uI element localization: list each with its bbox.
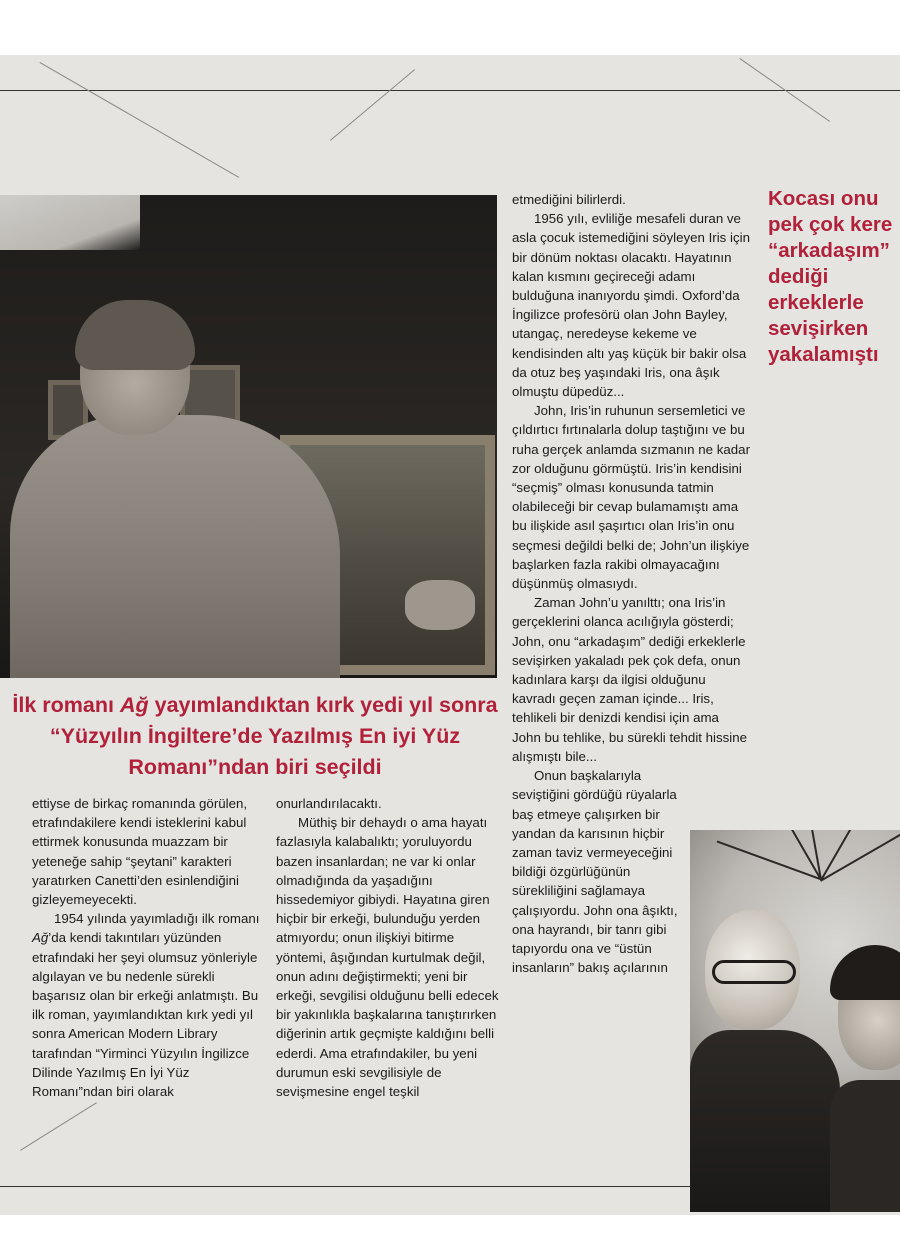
man-figure (690, 1030, 840, 1212)
headline-part: İlk romanı (12, 693, 120, 717)
woman-hand (405, 580, 475, 630)
author-photo (0, 195, 497, 678)
pull-quote: Kocası onu pek çok kere “arkadaşım” dediği erkeklerle sevişirken yakalamıştı (768, 187, 893, 366)
headline-part: yayımlandıktan kırk yedi yıl sonra “Yüzyılın İngiltere’de Yazılmış En iyi Yüz Romanı”ndan biri seçildi (49, 693, 498, 779)
top-rule (0, 90, 900, 91)
book-title: Ağ (119, 693, 149, 717)
column-middle (276, 794, 501, 1101)
book-title: Ağ (32, 930, 49, 946)
woman-figure (830, 1080, 900, 1212)
column-right (512, 190, 750, 977)
woman-hair (830, 945, 900, 1000)
woman-figure (10, 415, 340, 678)
paragraph: Müthiş bir dehaydı o ama hayatı fazlasıyla kalabalıktı; yoruluyordu bazen insanlardan; ne var ki onlar olmadığında da yaşadığını hissedemiyor gibiydi. Hayatına giren hiçbir bir erkeği, bulunduğu yerden atmıyordu; onun ilişkiyi bitirme yöntemi, âşığından kurtulmak değil, onun adını değiştirmekti; yeni bir erkeği, sevgilisi olduğunu belli edecek bir yakınlıkla başkalarına tanıştırırken diğerinin artık geçmişte kaldığını belli ederdi. Ama etrafındakiler, bu yeni durumun eski sevgilisiyle de sevişmesine engel teşkil (276, 815, 499, 1100)
paragraph: 1954 yılında yayımladığı ilk romanı Ağ’da kendi takıntıları yüzünden etrafındaki her şeyi olumsuz yönleriyle algılayan ve bu nedenle sürekli başarısız olan bir erkeği anlatmıştı. Bu ilk roman, yayımlandıktan kırk yedi yıl sonra American Modern Library tarafından “Yirminci Yüzyılın İngilizce Dilinde Yazılmış En İyi Yüz Romanı”ndan biri olarak (32, 911, 260, 1100)
paragraph: John, Iris’in ruhunun sersemletici ve çıldırtıcı fırtınalarla dolup taştığını ve bu ruha gerçek anlamda sızmanın ne kadar zor olduğunu görmüştü. Iris’in kendisini “seçmiş” olması konusunda tatmin olabileceği bir cevap bulamamıştı ama bu ilişkide asıl şaşırtıcı olan Iris’in onu seçmesi değildi belki de; John’un ilişkiye başlarken fazla rakibi olmayacağını düşünmüş olmasıydı. (512, 403, 750, 592)
paragraph: 1956 yılı, evliliğe mesafeli duran ve asla çocuk istemediğini söyleyen Iris için bir dönüm noktası olacaktı. Hayatının kalan kısmını geçireceği adamı bulduğuna inanıyordu şimdi. Oxford’da İngilizce profesörü olan John Bayley, utangaç, neredeyse kekeme ve kendisinden altı yaş küçük bir bakir olsa da otuz beş yaşındaki Iris, ona âşık olmuştu düpedüz... (512, 211, 750, 400)
paragraph: etmediğini bilirlerdi. (512, 192, 626, 207)
paragraph: ettiyse de birkaç romanında görülen, etrafındakilere kendi isteklerini kabul ettirmek konusunda muazzam bir yeteneğe sahip “şeytani” karakteri yaratırken Canetti’den esinlendiğini gizleyemeyecekti. (32, 796, 248, 908)
headline (0, 690, 510, 783)
paragraph: onurlandırılacaktı. (276, 796, 382, 811)
woman-hair (75, 300, 195, 370)
paragraph: Onun başkalarıyla seviştiğini gördüğü rüyalarla baş etmeye çalışırken bir yandan da karısının hiçbir zaman taviz vermeyeceğini bildiği özgürlüğünün sürekliliğini sağlamaya çalışıyordu. John ona âşıktı, ona hayrandı, bir tanrı gibi tapıyordu ona ve “üstün insanların” bakış açılarının (512, 768, 678, 976)
paragraph: Zaman John’u yanılttı; ona Iris’in gerçeklerini olanca acılığıyla gösterdi; John, onu “arkadaşım” dediği erkeklerle sevişirken yakaladı pek çok defa, onun kadınlara karşı da ilgisi olduğunu kavradı geçen zaman içinde... Iris, tehlikeli bir denizdi kendisi için ama John bu tehlike, bu sürekli tehdit hissine alışmıştı bile... (512, 595, 748, 764)
column-left (32, 794, 260, 1101)
